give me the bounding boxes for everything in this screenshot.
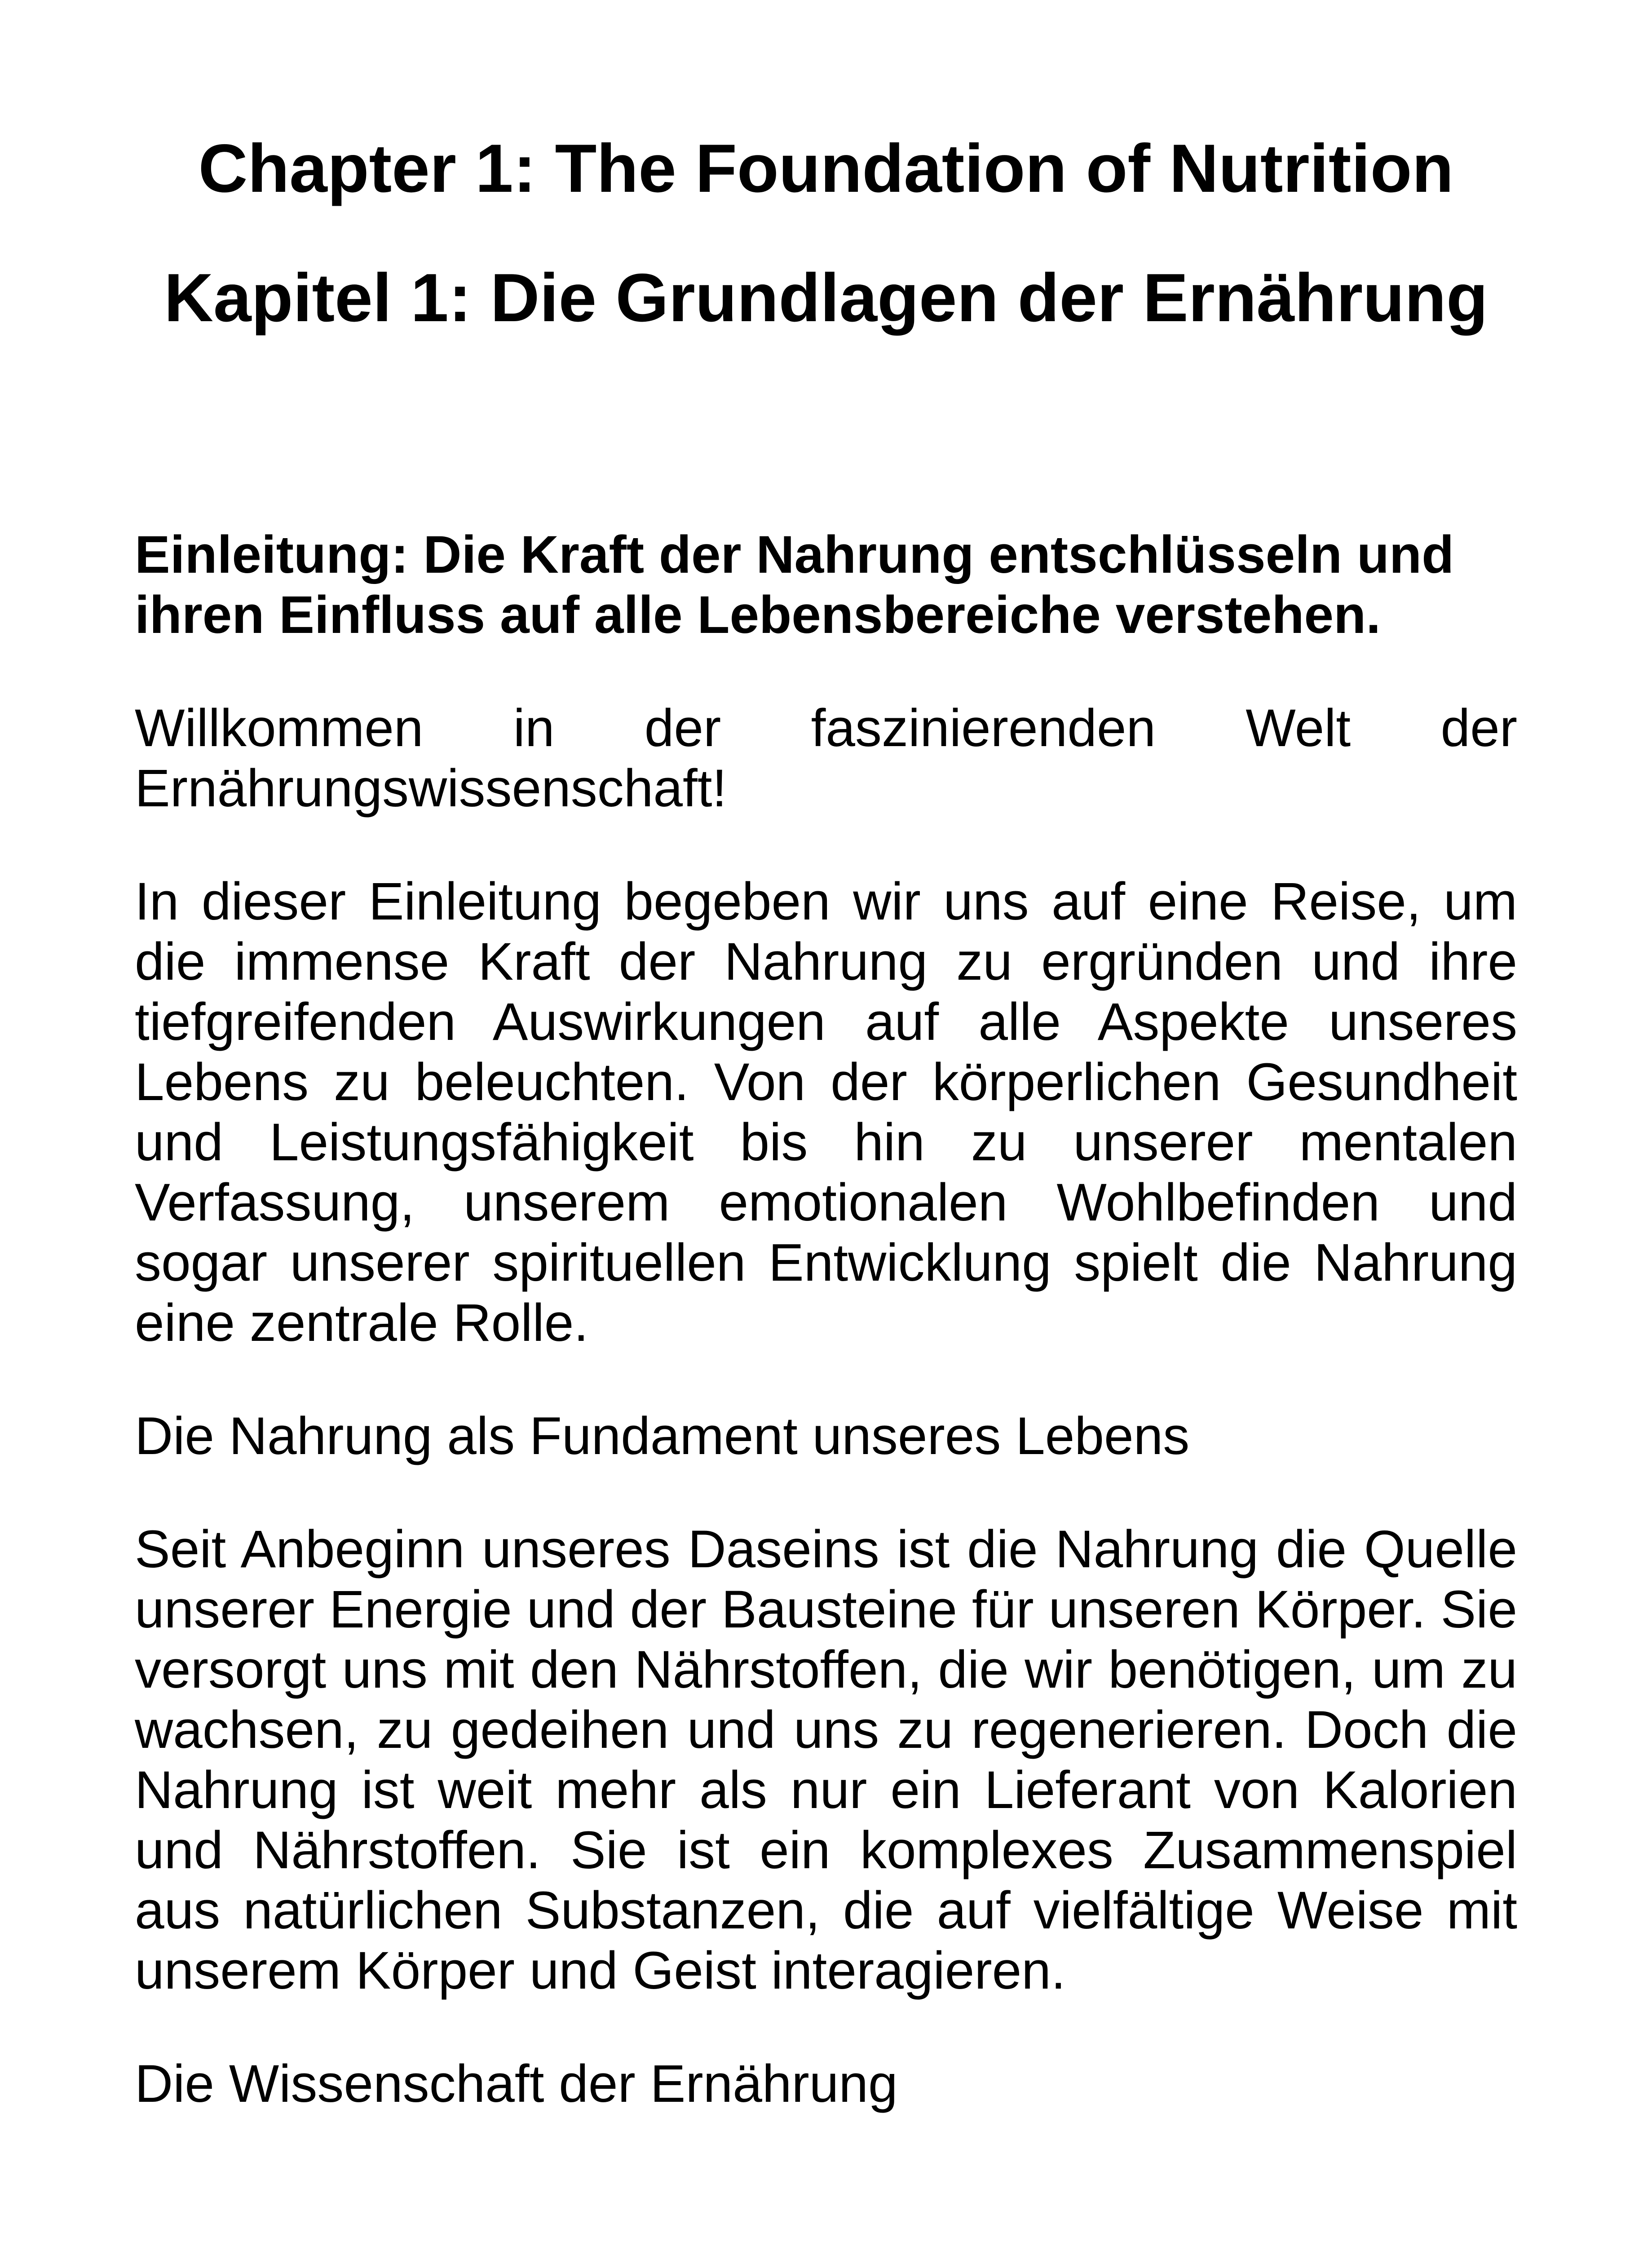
- chapter-body: [135, 525, 1517, 2167]
- section-heading-science: Die Wissenschaft der Ernährung: [135, 2054, 898, 2113]
- paragraph-introduction: In dieser Einleitung begeben wir uns auf eine Reise, um die immense Kraft der Nahrung zu ergründen und ihre tiefgreifenden Auswirkungen auf alle Aspekte unseres Lebens zu beleuchten. Von der körperlichen Gesundheit und Leistungsfähigkeit bis hin zu unserer mentalen Verfassung, unserem emotionalen Wohlbefinden und sogar unserer spirituellen Entwicklung spielt die Nahrung eine zentrale Rolle.: [135, 872, 1517, 1353]
- intro-heading: Einleitung: Die Kraft der Nahrung entschlüsseln und ihren Einfluss auf alle Lebensbereiche verstehen.: [135, 525, 1454, 645]
- section-heading-foundation: Die Nahrung als Fundament unseres Lebens: [135, 1406, 1190, 1466]
- paragraph-welcome: Willkommen in der faszinierenden Welt der Ernährungswissenschaft!: [135, 699, 1517, 818]
- chapter-title-german: Kapitel 1: Die Grundlagen der Ernährung: [164, 260, 1488, 336]
- chapter-title-english: Chapter 1: The Foundation of Nutrition: [198, 130, 1454, 207]
- chapter-titles: [0, 130, 1652, 336]
- paragraph-foundation: Seit Anbeginn unseres Daseins ist die Nahrung die Quelle unserer Energie und der Bausteine für unseren Körper. Sie versorgt uns mit den Nährstoffen, die wir benötigen, um zu wachsen, zu gedeihen und uns zu regenerieren. Doch die Nahrung ist weit mehr als nur ein Lieferant von Kalorien und Nährstoffen. Sie ist ein komplexes Zusammenspiel aus natürlichen Substanzen, die auf vielfältige Weise mit unserem Körper und Geist interagieren.: [135, 1520, 1517, 2000]
